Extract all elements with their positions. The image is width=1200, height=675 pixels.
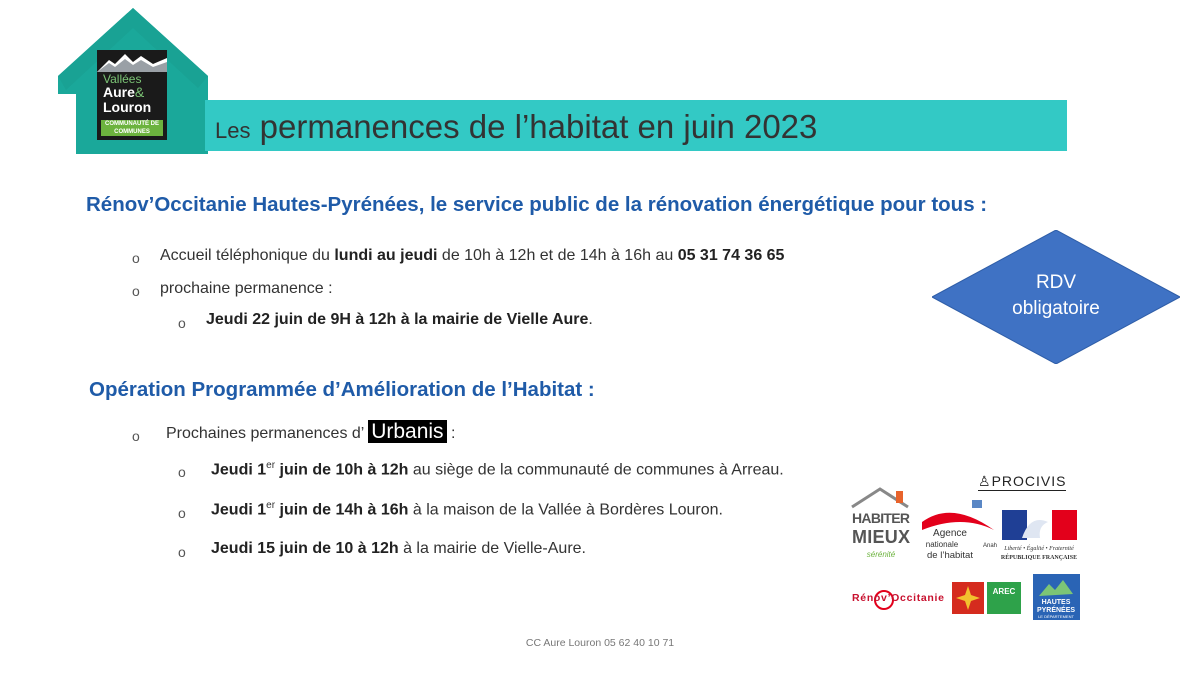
anah-line-3: de l’habitat xyxy=(927,550,973,561)
anah-line-2: nationale xyxy=(925,540,959,549)
rf-line-2: RÉPUBLIQUE FRANÇAISE xyxy=(1000,555,1078,561)
arec-logo xyxy=(987,582,1021,614)
opah-date-item: Jeudi 1er juin de 14h à 16h à la maison de la Vallée à Bordères Louron. xyxy=(211,500,723,519)
opah-heading: Opération Programmée d’Amélioration de l’Habitat : xyxy=(89,378,595,401)
logo-badge xyxy=(97,50,167,140)
renov-date-item: Jeudi 22 juin de 9H à 12h à la mairie de Vielle Aure. xyxy=(206,311,593,328)
logo-line-communaute: COMMUNAUTÉ DE COMMUNES xyxy=(101,120,163,136)
urbanis-logo: Urbanis xyxy=(368,420,446,443)
renov-heading: Rénov’Occitanie Hautes-Pyrénées, le service public de la rénovation énergétique pour tous : xyxy=(86,193,988,216)
hm-line-1: HABITER xyxy=(852,510,910,526)
opah-date-item: Jeudi 1er juin de 10h à 12h au siège de la communauté de communes à Arreau. xyxy=(211,460,784,479)
page-title: Les permanences de l’habitat en juin 2023 xyxy=(215,108,818,145)
circle-bullet-icon: o xyxy=(132,428,140,444)
footer-contact: CC Aure Louron 05 62 40 10 71 xyxy=(525,637,675,649)
urbanis-line: Prochaines permanences d’ Urbanis : xyxy=(166,420,456,443)
hp-line-2: PYRÉNÉES xyxy=(1036,607,1076,614)
circle-bullet-icon: o xyxy=(132,250,140,266)
hautes-pyrenees-logo xyxy=(1033,574,1080,620)
procivis-icon: ♙ xyxy=(978,473,992,489)
rf-line-1: Liberté • Égalité • Fraternité xyxy=(1004,546,1074,552)
logo-line-aure: Aure& xyxy=(103,84,145,100)
circle-bullet-icon: o xyxy=(178,505,186,521)
circle-bullet-icon: o xyxy=(178,315,186,331)
title-banner xyxy=(205,100,1067,151)
hp-line-1: HAUTES xyxy=(1041,599,1071,606)
opah-date-item: Jeudi 15 juin de 10 à 12h à la mairie de Vielle-Aure. xyxy=(211,540,586,557)
logo-line-valleys: Vallées xyxy=(103,72,142,86)
anah-line-4: Anah xyxy=(982,543,997,549)
anah-line-1: Agence xyxy=(933,528,967,539)
hm-line-3: sérénité xyxy=(866,550,896,559)
renov-logo-text: Rénov’Occitanie xyxy=(852,592,944,604)
hp-line-3: LE DÉPARTEMENT xyxy=(1038,614,1074,619)
procivis-logo: ♙PROCIVIS xyxy=(978,473,1067,489)
mountains-icon xyxy=(97,50,167,72)
renov-occitanie-logo xyxy=(851,585,946,615)
circle-bullet-icon: o xyxy=(178,544,186,560)
logo-line-louron: Louron xyxy=(103,99,152,115)
hm-line-2: MIEUX xyxy=(852,527,910,547)
habiter-mieux-logo xyxy=(850,485,913,565)
phone-line: Accueil téléphonique du lundi au jeudi de 10h à 12h et de 14h à 16h au 05 31 74 36 65 xyxy=(160,247,785,264)
anah-logo xyxy=(922,500,997,562)
republique-francaise-logo xyxy=(998,510,1080,562)
rdv-badge-text: RDV obligatoire xyxy=(1012,272,1100,319)
circle-bullet-icon: o xyxy=(132,283,140,299)
circle-bullet-icon: o xyxy=(178,464,186,480)
arec-text: AREC xyxy=(992,587,1016,596)
occitanie-region-logo xyxy=(952,582,984,614)
next-permanence-label: prochaine permanence : xyxy=(160,280,333,297)
